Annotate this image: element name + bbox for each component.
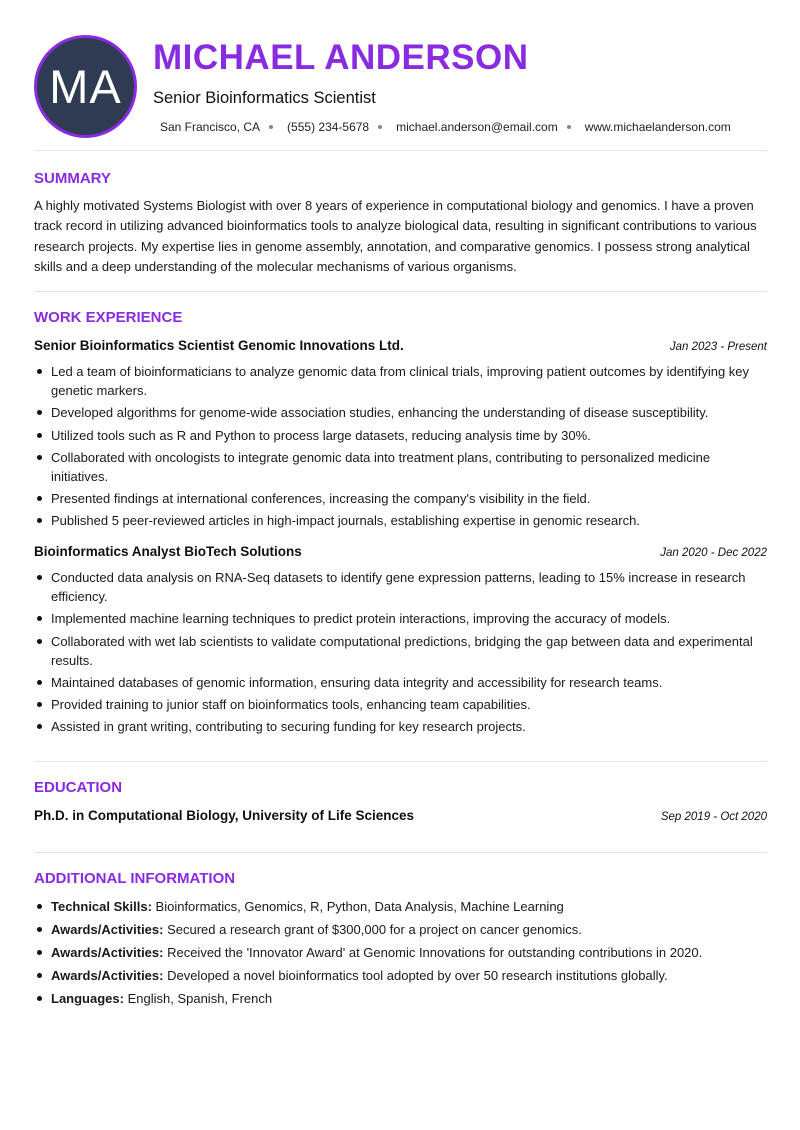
list-item: Presented findings at international conferences, increasing the company's visibility in the field. — [34, 489, 767, 508]
list-item: Assisted in grant writing, contributing to securing funding for key research projects. — [34, 717, 767, 736]
contact-location: San Francisco, CA — [160, 120, 261, 134]
list-item — [34, 897, 767, 916]
job-dates: Jan 2020 - Dec 2022 — [660, 547, 767, 559]
list-item — [34, 943, 767, 962]
summary-text: A highly motivated Systems Biologist with over 8 years of experience in computational biology and genomics. I have a proven track record in utilizing advanced bioinformatics tools to analyze biological data, resulting in significant contributions to various research projects. My expertise lies in genome assembly, annotation, and comparative genomics. I possess strong analytical skills and a deep understanding of the molecular mechanisms of various organisms. — [34, 198, 757, 274]
job-bullets — [34, 362, 767, 534]
item-label: Technical Skills: — [51, 899, 152, 914]
item-label: Awards/Activities: — [51, 922, 164, 937]
list-item — [34, 989, 767, 1008]
item-label: Awards/Activities: — [51, 968, 164, 983]
list-item: Conducted data analysis on RNA-Seq datasets to identify gene expression patterns, leading to 15% increase in research efficiency. — [34, 568, 767, 606]
education-dates: Sep 2019 - Oct 2020 — [660, 811, 767, 823]
item-text: Developed a novel bioinformatics tool adopted by over 50 research institutions globally. — [163, 968, 668, 983]
candidate-title: Senior Bioinformatics Scientist — [153, 89, 376, 107]
section-title-education: EDUCATION — [34, 779, 123, 796]
job-role: Bioinformatics Analyst BioTech Solutions — [34, 544, 302, 559]
candidate-name: MICHAEL ANDERSON — [153, 38, 529, 77]
job-bullets — [34, 568, 767, 740]
item-text: Secured a research grant of $300,000 for a project on cancer genomics. — [163, 922, 582, 937]
separator-dot — [269, 125, 273, 129]
section-title-experience: WORK EXPERIENCE — [34, 309, 183, 326]
divider — [34, 150, 767, 151]
avatar — [34, 35, 137, 138]
contact-line — [160, 120, 731, 134]
education-degree: Ph.D. in Computational Biology, University of Life Sciences — [34, 808, 415, 823]
list-item — [34, 920, 767, 939]
item-label: Awards/Activities: — [51, 945, 164, 960]
list-item: Provided training to junior staff on bioinformatics tools, enhancing team capabilities. — [34, 695, 767, 714]
avatar-initials: MA — [49, 60, 122, 113]
job-role: Senior Bioinformatics Scientist Genomic Innovations Ltd. — [34, 338, 404, 353]
contact-phone[interactable]: (555) 234-5678 — [287, 120, 370, 134]
separator-dot — [378, 125, 382, 129]
item-text: Received the 'Innovator Award' at Genomic Innovations for outstanding contributions in 2020. — [163, 945, 703, 960]
job-header — [34, 544, 767, 559]
education-entry — [34, 808, 767, 823]
divider — [34, 761, 767, 762]
contact-website[interactable]: www.michaelanderson.com — [584, 120, 731, 134]
divider — [34, 291, 767, 292]
list-item: Collaborated with wet lab scientists to validate computational predictions, bridging the gap between data and experimental results. — [34, 632, 767, 670]
item-label: Languages: — [51, 991, 124, 1006]
list-item: Collaborated with oncologists to integrate genomic data into treatment plans, contributing to personalized medicine initiatives. — [34, 448, 767, 486]
list-item: Implemented machine learning techniques to predict protein interactions, improving the accuracy of models. — [34, 609, 767, 628]
divider — [34, 852, 767, 853]
list-item: Utilized tools such as R and Python to process large datasets, reducing analysis time by 30%. — [34, 426, 767, 445]
list-item — [34, 966, 767, 985]
separator-dot — [567, 125, 571, 129]
list-item: Led a team of bioinformaticians to analyze genomic data from clinical trials, improving patient outcomes by identifying key genetic markers. — [34, 362, 767, 400]
item-text: Bioinformatics, Genomics, R, Python, Data Analysis, Machine Learning — [151, 899, 564, 914]
job-dates: Jan 2023 - Present — [669, 341, 767, 353]
list-item: Published 5 peer-reviewed articles in high-impact journals, establishing expertise in genomic research. — [34, 511, 767, 530]
item-text: English, Spanish, French — [123, 991, 273, 1006]
job-header — [34, 338, 767, 353]
additional-list — [34, 897, 767, 1012]
list-item: Maintained databases of genomic information, ensuring data integrity and accessibility for research teams. — [34, 673, 767, 692]
list-item: Developed algorithms for genome-wide association studies, enhancing the understanding of disease susceptibility. — [34, 403, 767, 422]
section-title-additional: ADDITIONAL INFORMATION — [34, 870, 236, 887]
section-title-summary: SUMMARY — [34, 170, 111, 187]
contact-email[interactable]: michael.anderson@email.com — [396, 120, 558, 134]
